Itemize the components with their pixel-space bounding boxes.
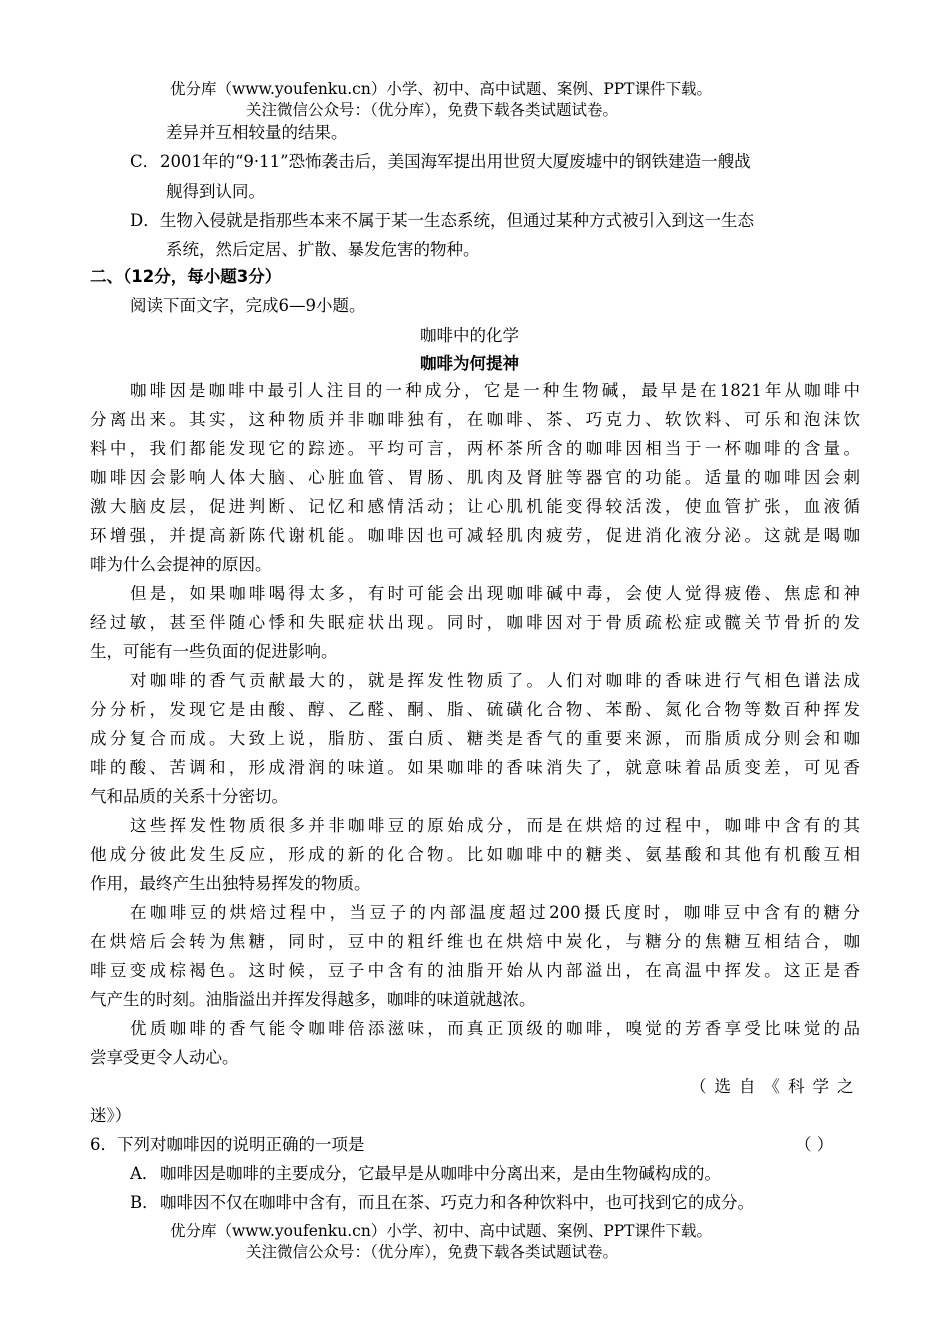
- article-line: 啡为什么会提神的原因。: [90, 555, 272, 574]
- footer-line-1: 优分库（www.youfenku.cn）小学、初中、高中试题、案例、PPT课件下载。: [170, 1222, 713, 1240]
- article-line: 环增强，并提高新陈代谢机能。咖啡因也可减轻肌肉疲劳，促进消化液分泌。这就是喝咖: [90, 526, 860, 545]
- question-6-option-b-label: B．: [130, 1193, 159, 1212]
- question-6-option-a-text: 咖啡因是咖啡的主要成分，它最早是从咖啡中分离出来，是由生物碱构成的。: [160, 1164, 721, 1183]
- article-line: 激大脑皮层，促进判断、记忆和感情活动；让心肌机能变得较活泼，使血管扩张，血液循: [90, 497, 860, 516]
- article-line: 对咖啡的香气贡献最大的，就是挥发性物质了。人们对咖啡的香味进行气相色谱法成: [130, 671, 860, 690]
- article-line: 在咖啡豆的烘焙过程中，当豆子的内部温度超过200摄氏度时，咖啡豆中含有的糖分: [130, 903, 860, 922]
- article-line: 经过敏，甚至伴随心悸和失眠症状出现。同时，咖啡因对于骨质疏松症或髋关节骨折的发: [90, 613, 860, 632]
- article-line: 分离出来。其实，这种物质并非咖啡独有，在咖啡、茶、巧克力、软饮料、可乐和泡沫饮: [90, 410, 860, 429]
- section-heading: 二、（12分，每小题3分）: [90, 267, 282, 286]
- article-line: 气和品质的关系十分密切。: [90, 787, 288, 806]
- question-6-answer-paren: （ ）: [795, 1135, 834, 1154]
- article-line: 但是，如果咖啡喝得太多，有时可能会出现咖啡碱中毒，会使人觉得疲倦、焦虑和神: [130, 584, 860, 603]
- option-b-continuation: 差异并互相较量的结果。: [166, 123, 348, 142]
- article-line: 啡豆变成棕褐色。这时候，豆子中含有的油脂开始从内部溢出，在高温中挥发。这正是香: [90, 961, 860, 980]
- article-line: 气产生的时刻。油脂溢出并挥发得越多，咖啡的味道就越浓。: [90, 990, 536, 1009]
- section-instruction: 阅读下面文字，完成6—9小题。: [130, 296, 366, 315]
- article-source-line-1: （选自《科学之: [690, 1077, 862, 1096]
- header-line-1: 优分库（www.youfenku.cn）小学、初中、高中试题、案例、PPT课件下载。: [170, 80, 713, 98]
- article-line: 分分析，发现它是由酸、醇、乙醛、酮、脂、硫磺化合物、苯酚、氮化合物等数百种挥发: [90, 700, 860, 719]
- question-6-option-a-label: A．: [130, 1164, 159, 1183]
- question-6-stem: 6．下列对咖啡因的说明正确的一项是: [90, 1135, 365, 1154]
- article-line: 尝享受更令人动心。: [90, 1048, 239, 1067]
- article-line: 咖啡因会影响人体大脑、心脏血管、胃肠、肌肉及肾脏等器官的功能。适量的咖啡因会刺: [90, 468, 860, 487]
- article-line: 咖啡因是咖啡中最引人注目的一种成分，它是一种生物碱，最早是在1821年从咖啡中: [130, 381, 860, 400]
- article-line: 这些挥发性物质很多并非咖啡豆的原始成分，而是在烘焙的过程中，咖啡中含有的其: [130, 816, 860, 835]
- article-line: 成分复合而成。大致上说，脂肪、蛋白质、糖类是香气的重要来源，而脂质成分则会和咖: [90, 729, 860, 748]
- question-6-option-b-text: 咖啡因不仅在咖啡中含有，而且在茶、巧克力和各种饮料中，也可找到它的成分。: [160, 1193, 754, 1212]
- article-line: 优质咖啡的香气能令咖啡倍添滋味，而真正顶级的咖啡，嗅觉的芳香享受比味觉的品: [130, 1019, 860, 1038]
- footer-line-2: 关注微信公众号：（优分库），免费下载各类试题试卷。: [246, 1243, 619, 1261]
- option-c-line-2: 舰得到认同。: [166, 182, 265, 201]
- article-line: 料中，我们都能发现它的踪迹。平均可言，两杯茶所含的咖啡因相当于一杯咖啡的含量。: [90, 439, 860, 458]
- option-d-label: D．: [130, 211, 160, 230]
- article-line: 啡的酸、苦调和，形成滑润的味道。如果咖啡的香味消失了，就意味着品质变差，可见香: [90, 758, 860, 777]
- article-source-line-2: 迷》）: [90, 1106, 132, 1125]
- article-line: 在烘焙后会转为焦糖，同时，豆中的粗纤维也在烘焙中炭化，与糖分的焦糖互相结合，咖: [90, 932, 860, 951]
- option-c-line-1: 2001年的“9·11”恐怖袭击后，美国海军提出用世贸大厦废墟中的钢铁建造一艘战: [160, 152, 751, 171]
- option-c-label: C．: [130, 152, 160, 171]
- header-line-2: 关注微信公众号：（优分库），免费下载各类试题试卷。: [246, 101, 619, 119]
- article-line: 他成分彼此发生反应，形成的新的化合物。比如咖啡中的糖类、氨基酸和其他有机酸互相: [90, 845, 860, 864]
- article-title: 咖啡中的化学: [420, 326, 519, 345]
- option-d-line-1: 生物入侵就是指那些本来不属于某一生态系统，但通过某种方式被引入到这一生态: [160, 211, 754, 230]
- article-subtitle: 咖啡为何提神: [420, 354, 519, 373]
- article-line: 作用，最终产生出独特易挥发的物质。: [90, 874, 371, 893]
- article-line: 生，可能有一些负面的促进影响。: [90, 642, 338, 661]
- option-d-line-2: 系统，然后定居、扩散、暴发危害的物种。: [166, 240, 480, 259]
